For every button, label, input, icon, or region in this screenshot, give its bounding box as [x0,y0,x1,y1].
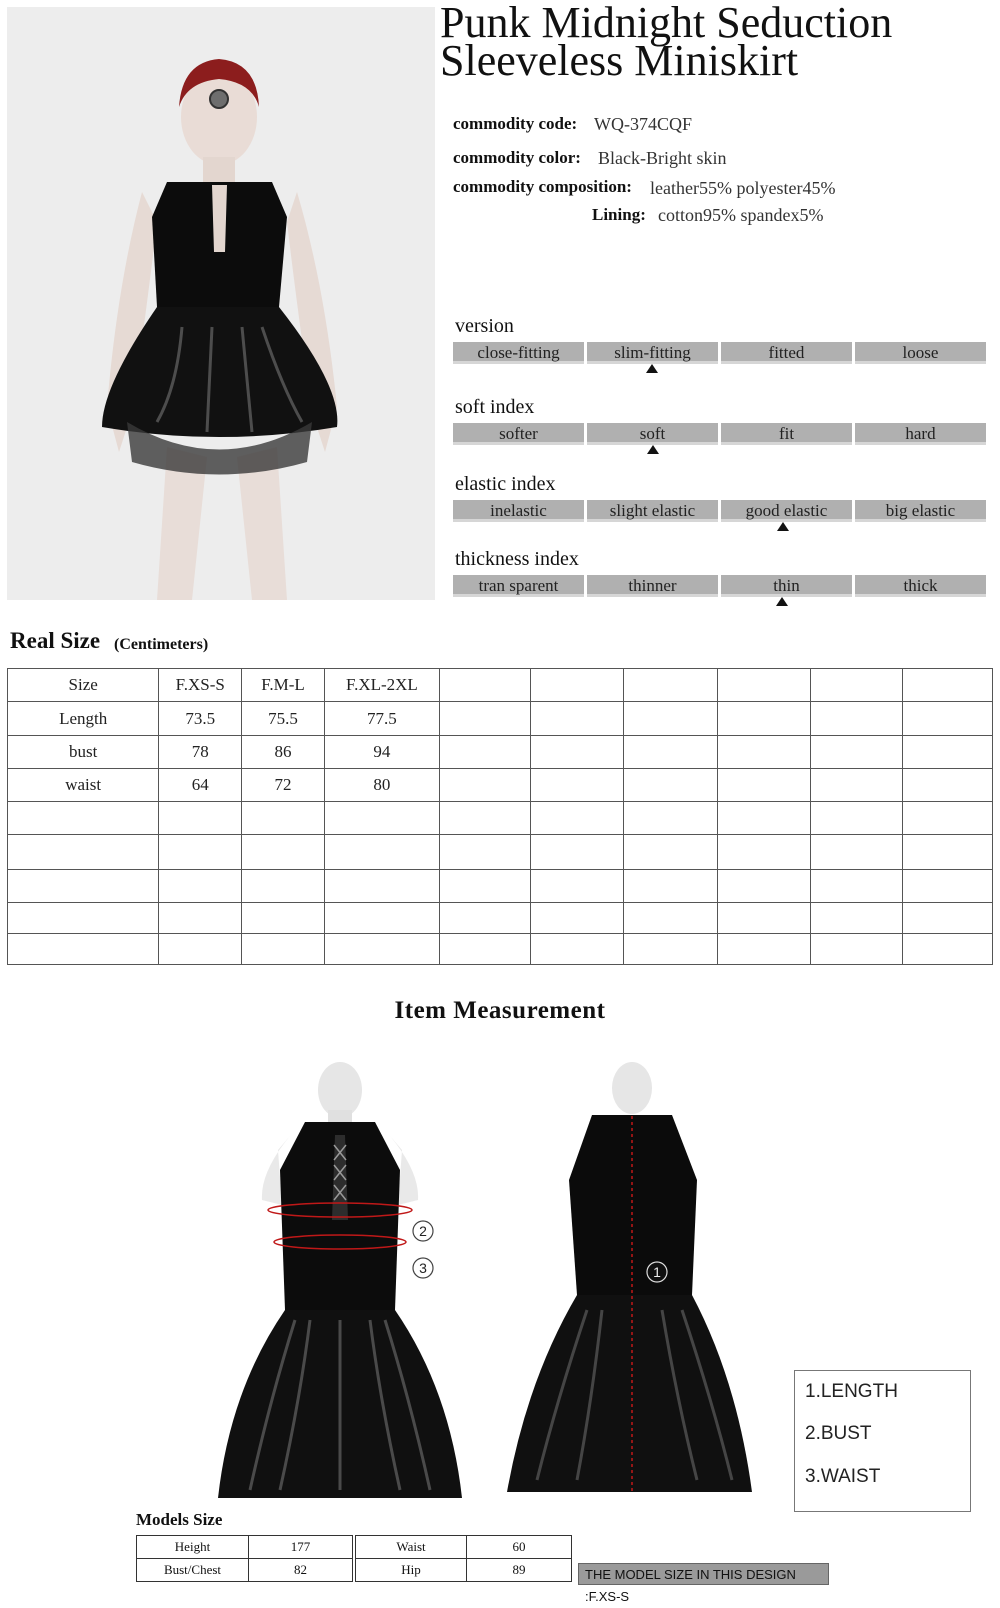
legend-length: 1.LENGTH [805,1381,898,1402]
size-cell: 72 [242,769,325,802]
product-title [440,0,990,85]
size-header-xs-s: F.XS-S [159,669,242,702]
lining-label: Lining: [592,205,646,224]
measurement-legend [794,1370,971,1512]
thickness-index-scale [453,575,986,597]
marker-1-label: 1 [653,1264,661,1280]
elastic-index-scale [453,500,986,522]
size-table [7,668,993,965]
version-heading: version [455,315,514,337]
dress-front-diagram [200,1060,480,1505]
product-photo [7,7,435,600]
model-height-value: 177 [249,1536,353,1559]
elastic-option-inelastic: inelastic [453,500,584,522]
table-row [8,769,993,802]
marker-2-badge [410,1218,436,1244]
elastic-option-big-elastic: big elastic [855,500,986,522]
size-header-label: Size [8,669,159,702]
table-row [8,736,993,769]
model-size-note: THE MODEL SIZE IN THIS DESIGN :F.XS-S [578,1563,829,1585]
size-row-label-waist: waist [8,769,159,802]
elastic-option-slight-elastic: slight elastic [587,500,718,522]
version-option-slim-fitting: slim-fitting [587,342,718,364]
table-row [8,702,993,736]
elastic-option-good-elastic: good elastic [721,500,852,522]
elastic-index-heading: elastic index [455,473,556,495]
models-size-title: Models Size [136,1510,223,1529]
models-size-table-right [355,1535,572,1582]
soft-option-softer: softer [453,423,584,445]
size-table-header-row [8,669,993,702]
commodity-color-value: Black-Bright skin [598,148,727,168]
version-option-close-fitting: close-fitting [453,342,584,364]
commodity-code-value: WQ-374CQF [594,114,692,134]
commodity-composition-value: leather55% polyester45% [650,178,836,198]
table-row [137,1536,353,1559]
table-row [356,1559,572,1582]
model-figure-illustration [7,7,435,600]
real-size-unit: (Centimeters) [114,636,209,653]
commodity-composition-label: commodity composition: [453,177,632,196]
table-row [137,1559,353,1582]
marker-3-label: 3 [419,1260,427,1276]
dress-back-diagram [497,1060,767,1500]
version-scale [453,342,986,364]
size-row-label-length: Length [8,702,159,736]
commodity-code-label: commodity code: [453,114,578,133]
thickness-index-selected-marker [776,597,788,606]
size-cell: 64 [159,769,242,802]
model-hip-label: Hip [356,1559,467,1582]
real-size-title: Real Size [10,628,101,653]
item-measurement-title: Item Measurement [394,997,606,1024]
size-row-label-bust: bust [8,736,159,769]
thickness-option-thinner: thinner [587,575,718,597]
thickness-option-thick: thick [855,575,986,597]
size-cell: 75.5 [242,702,325,736]
marker-2-label: 2 [419,1223,427,1239]
model-height-label: Height [137,1536,249,1559]
legend-bust: 2.BUST [805,1423,872,1444]
size-cell: 94 [324,736,439,769]
size-cell: 80 [324,769,439,802]
model-bust-label: Bust/Chest [137,1559,249,1582]
size-cell: 86 [242,736,325,769]
soft-index-scale [453,423,986,445]
product-title-line1: Punk Midnight Seduction [440,0,893,47]
soft-option-soft: soft [587,423,718,445]
models-size-table-left [136,1535,353,1582]
soft-option-fit: fit [721,423,852,445]
soft-index-heading: soft index [455,396,535,418]
size-cell: 78 [159,736,242,769]
version-selected-marker [646,364,658,373]
size-header-m-l: F.M-L [242,669,325,702]
elastic-index-selected-marker [777,522,789,531]
table-row [356,1536,572,1559]
size-cell: 77.5 [324,702,439,736]
model-waist-value: 60 [467,1536,572,1559]
commodity-color-label: commodity color: [453,148,581,167]
thickness-option-transparent: tran sparent [453,575,584,597]
soft-index-selected-marker [647,445,659,454]
model-hip-value: 89 [467,1559,572,1582]
version-option-fitted: fitted [721,342,852,364]
thickness-option-thin: thin [721,575,852,597]
size-header-xl-2xl: F.XL-2XL [324,669,439,702]
product-title-line2: Sleeveless Miniskirt [440,36,799,85]
lining-value: cotton95% spandex5% [658,205,824,225]
version-option-loose: loose [855,342,986,364]
size-cell: 73.5 [159,702,242,736]
soft-option-hard: hard [855,423,986,445]
marker-3-badge [410,1255,436,1281]
model-waist-label: Waist [356,1536,467,1559]
model-bust-value: 82 [249,1559,353,1582]
legend-waist: 3.WAIST [805,1466,881,1487]
thickness-index-heading: thickness index [455,548,579,570]
